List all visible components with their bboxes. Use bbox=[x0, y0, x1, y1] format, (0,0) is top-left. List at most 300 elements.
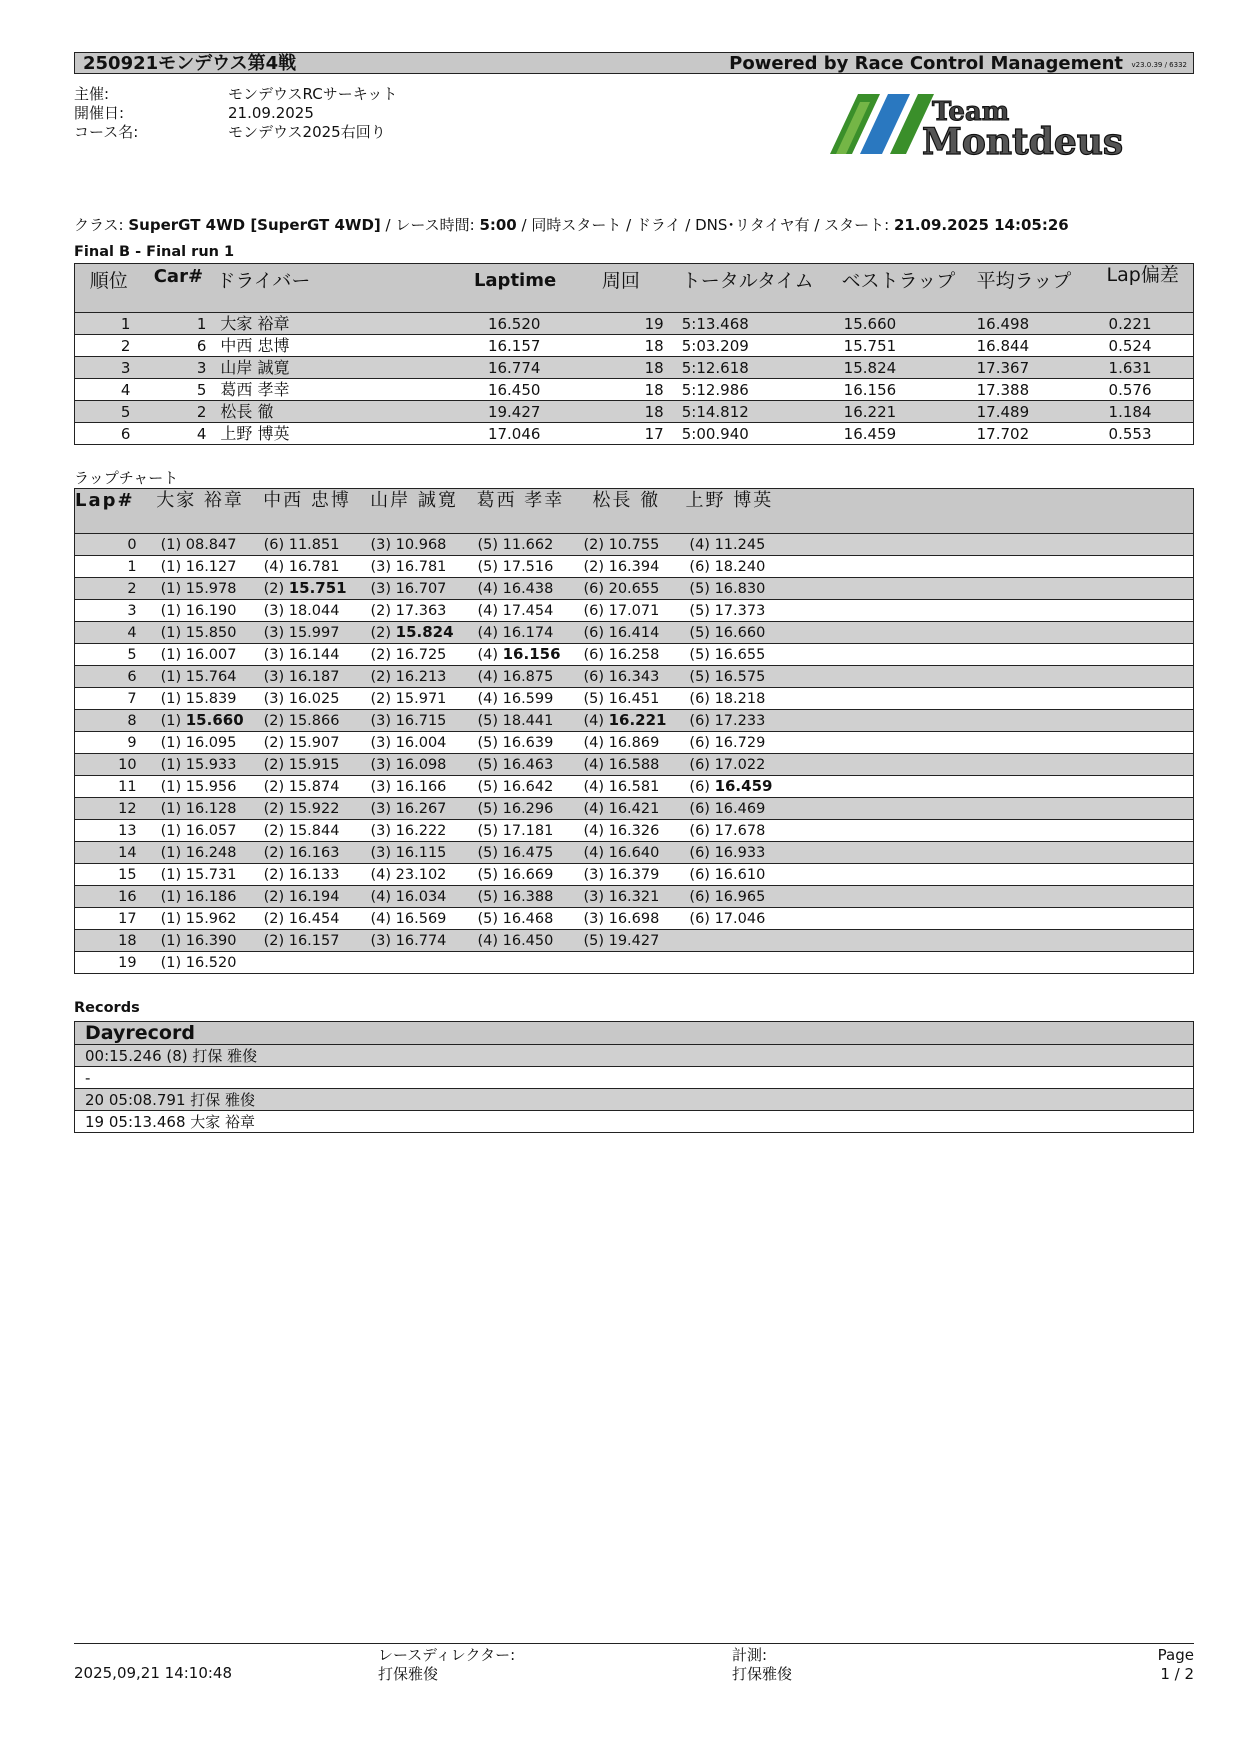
footer-rule bbox=[74, 1643, 1194, 1644]
lapchart-cell bbox=[147, 798, 254, 820]
director-block bbox=[378, 1646, 515, 1684]
lapchart-position: (2) bbox=[263, 844, 285, 861]
lapchart-cell bbox=[361, 842, 468, 864]
results-row bbox=[75, 313, 1194, 335]
results-header-5: トータルタイム bbox=[674, 264, 834, 313]
lapchart-laptime: 16.128 bbox=[185, 800, 237, 817]
results-cell: 16.157 bbox=[474, 335, 594, 357]
lapchart-cell bbox=[679, 908, 779, 930]
lapchart-position: (2) bbox=[370, 602, 392, 619]
lapchart-position: (5) bbox=[477, 558, 499, 575]
lapchart-laptime: 16.156 bbox=[502, 645, 561, 663]
results-cell: 3 bbox=[142, 357, 214, 379]
lapchart-position: (1) bbox=[160, 954, 182, 971]
lapchart-laptime: 15.971 bbox=[395, 690, 447, 707]
lapchart-laptime: 16.394 bbox=[608, 558, 660, 575]
lapchart-laptime: 16.343 bbox=[608, 668, 660, 685]
lapchart-cell bbox=[679, 842, 779, 864]
results-cell: 1.184 bbox=[1099, 401, 1194, 423]
lapchart-laptime: 16.222 bbox=[395, 822, 447, 839]
lapchart-cell bbox=[467, 842, 573, 864]
lapchart-laptime: 16.599 bbox=[502, 690, 554, 707]
lapchart-laptime: 16.034 bbox=[395, 888, 447, 905]
results-cell: 5:12.986 bbox=[674, 379, 834, 401]
results-cell: 16.520 bbox=[474, 313, 594, 335]
lapchart-position: (3) bbox=[370, 580, 392, 597]
lapchart-cell bbox=[573, 886, 679, 908]
results-cell: 19 bbox=[594, 313, 674, 335]
lapchart-laptime: 16.187 bbox=[288, 668, 340, 685]
lapchart-cell bbox=[147, 600, 254, 622]
results-cell: 3 bbox=[75, 357, 143, 379]
lapchart-laptime: 16.267 bbox=[395, 800, 447, 817]
lapchart-cell bbox=[467, 644, 573, 666]
results-cell: 6 bbox=[75, 423, 143, 445]
lapchart-row bbox=[75, 820, 1194, 842]
lapchart-laptime: 15.978 bbox=[185, 580, 237, 597]
lapchart-laptime: 16.454 bbox=[288, 910, 340, 927]
lapchart-position: (4) bbox=[477, 668, 499, 685]
lapchart-row bbox=[75, 952, 1194, 974]
results-cell: 0.221 bbox=[1099, 313, 1194, 335]
lapchart-cell bbox=[147, 952, 254, 974]
lapchart-laptime: 15.844 bbox=[288, 822, 340, 839]
page-number: 1 / 2 bbox=[1160, 1665, 1194, 1683]
lapchart-laptime: 15.922 bbox=[288, 800, 340, 817]
lapchart-position: (3) bbox=[583, 866, 604, 883]
lapchart-cell bbox=[147, 776, 254, 798]
results-cell: 2 bbox=[75, 335, 143, 357]
lapchart-cell bbox=[467, 688, 573, 710]
lapchart-position: (5) bbox=[689, 580, 710, 597]
lapchart-cell bbox=[254, 534, 361, 556]
lapchart-header-6: 上野 博英 bbox=[679, 489, 779, 534]
lapchart-cell bbox=[573, 842, 679, 864]
lapchart-filler bbox=[779, 754, 1193, 776]
lapchart-laptime: 18.441 bbox=[502, 712, 554, 729]
lapchart-filler bbox=[779, 908, 1193, 930]
record-cell: 19 05:13.468 大家 裕章 bbox=[75, 1111, 1194, 1133]
lapchart-laptime: 16.174 bbox=[502, 624, 554, 641]
lapchart-cell bbox=[467, 776, 573, 798]
lapchart-position: (6) bbox=[583, 580, 604, 597]
lapchart-row bbox=[75, 710, 1194, 732]
lapchart-position: (2) bbox=[263, 756, 285, 773]
lapchart-cell bbox=[361, 776, 468, 798]
lapchart-cell bbox=[254, 754, 361, 776]
lapchart-laptime: 16.221 bbox=[608, 711, 667, 729]
results-row bbox=[75, 335, 1194, 357]
lapchart-position: (4) bbox=[583, 822, 604, 839]
lapchart-laptime: 16.190 bbox=[185, 602, 237, 619]
results-cell: 17 bbox=[594, 423, 674, 445]
results-cell: 1 bbox=[75, 313, 143, 335]
lapchart-cell bbox=[467, 798, 573, 820]
lapchart-position: (2) bbox=[263, 888, 285, 905]
lapchart-position: (4) bbox=[263, 558, 285, 575]
lapchart-filler bbox=[779, 578, 1193, 600]
meta-labels bbox=[74, 85, 138, 142]
lapchart-position: (6) bbox=[689, 888, 710, 905]
lapchart-row bbox=[75, 578, 1194, 600]
lapchart-lap-number: 0 bbox=[75, 534, 147, 556]
lapchart-laptime: 15.962 bbox=[185, 910, 237, 927]
lapchart-laptime: 16.774 bbox=[395, 932, 447, 949]
results-header-6: ベストラップ bbox=[834, 264, 969, 313]
lapchart-lap-number: 17 bbox=[75, 908, 147, 930]
lapchart-laptime: 16.830 bbox=[714, 580, 766, 597]
lapchart-laptime: 16.438 bbox=[502, 580, 554, 597]
lapchart-cell bbox=[573, 578, 679, 600]
lapchart-filler bbox=[779, 534, 1193, 556]
lapchart-position: (6) bbox=[689, 844, 710, 861]
lapchart-laptime: 16.007 bbox=[185, 646, 237, 663]
lapchart-laptime: 16.933 bbox=[714, 844, 766, 861]
lapchart-cell bbox=[254, 732, 361, 754]
lapchart-lap-number: 19 bbox=[75, 952, 147, 974]
lapchart-lap-number: 18 bbox=[75, 930, 147, 952]
results-cell: 16.459 bbox=[834, 423, 969, 445]
lapchart-cell bbox=[573, 710, 679, 732]
lapchart-cell bbox=[361, 930, 468, 952]
results-cell: 0.553 bbox=[1099, 423, 1194, 445]
lapchart-position: (5) bbox=[477, 536, 499, 553]
lapchart-laptime: 15.997 bbox=[288, 624, 340, 641]
lapchart-position: (1) bbox=[160, 910, 182, 927]
lapchart-laptime: 16.463 bbox=[502, 756, 554, 773]
lapchart-cell bbox=[361, 732, 468, 754]
lapchart-lap-number: 1 bbox=[75, 556, 147, 578]
lapchart-position: (3) bbox=[370, 536, 392, 553]
lapchart-cell bbox=[467, 622, 573, 644]
lapchart-cell bbox=[361, 798, 468, 820]
lapchart-cell bbox=[147, 688, 254, 710]
results-cell: 5:03.209 bbox=[674, 335, 834, 357]
lapchart-position: (4) bbox=[370, 910, 392, 927]
lapchart-cell bbox=[573, 820, 679, 842]
lapchart-cell bbox=[361, 578, 468, 600]
lapchart-cell bbox=[573, 864, 679, 886]
lapchart-cell bbox=[573, 754, 679, 776]
lapchart-cell bbox=[679, 886, 779, 908]
lapchart-laptime: 17.071 bbox=[608, 602, 660, 619]
title-bar bbox=[74, 52, 1194, 74]
lapchart-cell bbox=[573, 600, 679, 622]
class-sep1: / レース時間: bbox=[380, 216, 480, 234]
lapchart-cell bbox=[361, 644, 468, 666]
lapchart-laptime: 17.022 bbox=[714, 756, 766, 773]
lapchart-header-0: Lap# bbox=[75, 489, 147, 534]
results-row bbox=[75, 401, 1194, 423]
lapchart-header-2: 中西 忠博 bbox=[254, 489, 361, 534]
class-prefix: クラス: bbox=[74, 216, 129, 234]
lapchart-laptime: 16.660 bbox=[714, 624, 766, 641]
lapchart-laptime: 23.102 bbox=[395, 866, 447, 883]
lapchart-position: (4) bbox=[583, 713, 604, 729]
lapchart-laptime: 16.025 bbox=[288, 690, 340, 707]
lapchart-cell bbox=[254, 908, 361, 930]
lapchart-laptime: 16.379 bbox=[608, 866, 660, 883]
lapchart-cell bbox=[147, 534, 254, 556]
class-info bbox=[74, 215, 1069, 235]
results-cell: 16.498 bbox=[969, 313, 1099, 335]
lapchart-cell bbox=[254, 644, 361, 666]
lapchart-position: (1) bbox=[160, 932, 182, 949]
lapchart-laptime: 19.427 bbox=[608, 932, 660, 949]
lapchart-lap-number: 14 bbox=[75, 842, 147, 864]
results-header-4: 周回 bbox=[594, 264, 674, 313]
lapchart-cell bbox=[361, 864, 468, 886]
lapchart-position: (5) bbox=[689, 602, 710, 619]
lapchart-cell bbox=[467, 820, 573, 842]
lapchart-laptime: 15.824 bbox=[395, 623, 454, 641]
lapchart-position: (2) bbox=[263, 910, 285, 927]
lapchart-cell bbox=[467, 556, 573, 578]
lapchart-cell bbox=[573, 776, 679, 798]
lapchart-laptime: 16.588 bbox=[608, 756, 660, 773]
results-cell: 上野 博英 bbox=[214, 423, 474, 445]
lapchart-laptime: 16.390 bbox=[185, 932, 237, 949]
lapchart-cell bbox=[147, 754, 254, 776]
lapchart-cell bbox=[361, 688, 468, 710]
lapchart-laptime: 16.095 bbox=[185, 734, 237, 751]
lapchart-position: (6) bbox=[689, 822, 710, 839]
lapchart-cell bbox=[467, 578, 573, 600]
lapchart-laptime: 16.157 bbox=[288, 932, 340, 949]
lapchart-cell bbox=[679, 688, 779, 710]
lapchart-laptime: 15.731 bbox=[185, 866, 237, 883]
organizer: モンデウスRCサーキット bbox=[228, 85, 398, 103]
lapchart-cell bbox=[254, 622, 361, 644]
lapchart-cell bbox=[254, 666, 361, 688]
lapchart-header-4: 葛西 孝幸 bbox=[467, 489, 573, 534]
lapchart-filler bbox=[779, 886, 1193, 908]
lapchart-cell bbox=[573, 556, 679, 578]
lapchart-position: (1) bbox=[160, 624, 182, 641]
lapchart-filler bbox=[779, 666, 1193, 688]
lapchart-laptime: 17.454 bbox=[502, 602, 554, 619]
results-table bbox=[74, 263, 1194, 445]
timing-label: 計測: bbox=[732, 1646, 768, 1664]
record-row bbox=[75, 1045, 1194, 1067]
lapchart-laptime: 16.655 bbox=[714, 646, 766, 663]
lapchart-position: (2) bbox=[263, 712, 285, 729]
lapchart-header-spacer bbox=[779, 489, 1193, 534]
lapchart-cell bbox=[679, 622, 779, 644]
lapchart-laptime: 16.194 bbox=[288, 888, 340, 905]
lapchart-laptime: 16.715 bbox=[395, 712, 447, 729]
lapchart-position: (6) bbox=[583, 602, 604, 619]
results-cell: 19.427 bbox=[474, 401, 594, 423]
record-cell: 20 05:08.791 打保 雅俊 bbox=[75, 1089, 1194, 1111]
lapchart-position: (6) bbox=[689, 558, 710, 575]
lapchart-cell bbox=[254, 600, 361, 622]
lapchart-position: (6) bbox=[689, 800, 710, 817]
lapchart-filler bbox=[779, 710, 1193, 732]
course-label: コース名: bbox=[74, 123, 139, 141]
lapchart-position: (1) bbox=[160, 646, 182, 663]
lapchart-lap-number: 10 bbox=[75, 754, 147, 776]
lapchart-position: (6) bbox=[263, 536, 285, 553]
lapchart-laptime: 16.669 bbox=[502, 866, 554, 883]
lapchart-header-5: 松長 徹 bbox=[573, 489, 679, 534]
lapchart-cell bbox=[254, 710, 361, 732]
lapchart-laptime: 20.655 bbox=[608, 580, 660, 597]
results-cell: 5:12.618 bbox=[674, 357, 834, 379]
lapchart-lap-number: 3 bbox=[75, 600, 147, 622]
class-sep2: / 同時スタート / ドライ / DNS･リタイヤ有 / スタート: bbox=[516, 216, 894, 234]
results-cell: 16.221 bbox=[834, 401, 969, 423]
lapchart-laptime: 16.166 bbox=[395, 778, 447, 795]
lapchart-cell bbox=[361, 622, 468, 644]
lapchart-position: (4) bbox=[583, 844, 604, 861]
results-cell: 18 bbox=[594, 379, 674, 401]
lapchart-cell bbox=[361, 600, 468, 622]
lapchart-position: (3) bbox=[370, 844, 392, 861]
results-header-2: ドライバー bbox=[214, 264, 474, 313]
record-row bbox=[75, 1089, 1194, 1111]
lapchart-laptime: 16.258 bbox=[608, 646, 660, 663]
lapchart-laptime: 11.662 bbox=[502, 536, 554, 553]
director: 打保雅俊 bbox=[378, 1665, 439, 1683]
lapchart-position: (5) bbox=[477, 910, 499, 927]
lapchart-cell bbox=[147, 886, 254, 908]
results-cell: 2 bbox=[142, 401, 214, 423]
lapchart-cell bbox=[467, 754, 573, 776]
lapchart-row bbox=[75, 798, 1194, 820]
lapchart-cell bbox=[679, 776, 779, 798]
lapchart-position: (1) bbox=[160, 756, 182, 773]
lapchart-cell bbox=[573, 952, 679, 974]
lapchart-position: (1) bbox=[160, 800, 182, 817]
lapchart-position: (6) bbox=[689, 910, 710, 927]
lapchart-position: (3) bbox=[370, 800, 392, 817]
lapchart-laptime: 16.475 bbox=[502, 844, 554, 861]
lapchart-laptime: 15.764 bbox=[185, 668, 237, 685]
results-cell: 5:13.468 bbox=[674, 313, 834, 335]
page-label: Page bbox=[1157, 1646, 1194, 1664]
lapchart-position: (5) bbox=[583, 932, 604, 949]
lapchart-cell bbox=[467, 666, 573, 688]
lapchart-row bbox=[75, 534, 1194, 556]
lapchart-cell bbox=[679, 578, 779, 600]
lapchart-laptime: 10.755 bbox=[608, 536, 660, 553]
lapchart-position: (1) bbox=[160, 778, 182, 795]
lapchart-cell bbox=[573, 732, 679, 754]
results-cell: 中西 忠博 bbox=[214, 335, 474, 357]
lapchart-position: (5) bbox=[477, 844, 499, 861]
lapchart-laptime: 17.046 bbox=[714, 910, 766, 927]
meta-values bbox=[228, 85, 397, 142]
powered-by: Powered by Race Control Management bbox=[729, 53, 1123, 74]
lapchart-laptime: 16.468 bbox=[502, 910, 554, 927]
lapchart-laptime: 17.363 bbox=[395, 602, 447, 619]
timing-block bbox=[732, 1646, 792, 1684]
lapchart-position: (4) bbox=[477, 580, 499, 597]
lapchart-header-1: 大家 裕章 bbox=[147, 489, 254, 534]
lapchart-position: (1) bbox=[160, 844, 182, 861]
lapchart-position: (3) bbox=[370, 712, 392, 729]
lapchart-laptime: 15.874 bbox=[288, 778, 340, 795]
lapchart-cell bbox=[361, 908, 468, 930]
lapchart-cell bbox=[679, 666, 779, 688]
lapchart-cell bbox=[254, 864, 361, 886]
lapchart-cell bbox=[467, 908, 573, 930]
lapchart-row bbox=[75, 908, 1194, 930]
lapchart-header-3: 山岸 誠寛 bbox=[361, 489, 468, 534]
lapchart-lap-number: 13 bbox=[75, 820, 147, 842]
results-cell: 5 bbox=[75, 401, 143, 423]
lapchart-lap-number: 4 bbox=[75, 622, 147, 644]
lapchart-position: (3) bbox=[263, 690, 285, 707]
lapchart-laptime: 15.866 bbox=[288, 712, 340, 729]
lapchart-lap-number: 7 bbox=[75, 688, 147, 710]
lapchart-position: (2) bbox=[370, 668, 392, 685]
results-cell: 4 bbox=[142, 423, 214, 445]
results-cell: 5 bbox=[142, 379, 214, 401]
lapchart-laptime: 16.642 bbox=[502, 778, 554, 795]
lapchart-filler bbox=[779, 688, 1193, 710]
results-cell: 17.046 bbox=[474, 423, 594, 445]
lapchart-position: (1) bbox=[160, 690, 182, 707]
lapchart-laptime: 16.698 bbox=[608, 910, 660, 927]
lapchart-position: (3) bbox=[583, 910, 604, 927]
lapchart-cell bbox=[147, 864, 254, 886]
lapchart-cell bbox=[467, 732, 573, 754]
lapchart-laptime: 18.240 bbox=[714, 558, 766, 575]
lapchart-position: (5) bbox=[477, 734, 499, 751]
lapchart-cell bbox=[573, 666, 679, 688]
lapchart-laptime: 17.516 bbox=[502, 558, 554, 575]
lapchart-laptime: 16.869 bbox=[608, 734, 660, 751]
lapchart-position: (1) bbox=[160, 866, 182, 883]
logo-line1: Team bbox=[932, 97, 1010, 127]
lapchart-cell bbox=[254, 556, 361, 578]
results-header-1: Car# bbox=[142, 264, 214, 313]
lapchart-row bbox=[75, 600, 1194, 622]
lapchart-laptime: 16.575 bbox=[714, 668, 766, 685]
lapchart-row bbox=[75, 666, 1194, 688]
lapchart-cell bbox=[147, 578, 254, 600]
lapchart-position: (2) bbox=[370, 690, 392, 707]
lapchart-position: (1) bbox=[160, 602, 182, 619]
lapchart-lap-number: 2 bbox=[75, 578, 147, 600]
lapchart-position: (2) bbox=[583, 558, 604, 575]
results-section-title: Final B - Final run 1 bbox=[74, 244, 235, 260]
lapchart-lap-number: 5 bbox=[75, 644, 147, 666]
organizer-label: 主催: bbox=[74, 85, 110, 103]
lapchart-position: (1) bbox=[160, 822, 182, 839]
lapchart-cell bbox=[147, 842, 254, 864]
results-header-7: 平均ラップ bbox=[969, 264, 1099, 313]
records-table bbox=[74, 1021, 1194, 1133]
lapchart-laptime: 11.245 bbox=[714, 536, 766, 553]
lapchart-laptime: 16.459 bbox=[714, 777, 773, 795]
results-cell: 17.367 bbox=[969, 357, 1099, 379]
director-label: レースディレクター: bbox=[378, 1646, 516, 1664]
lapchart-laptime: 16.321 bbox=[608, 888, 660, 905]
lapchart-laptime: 15.933 bbox=[185, 756, 237, 773]
lapchart-position: (2) bbox=[263, 932, 285, 949]
lapchart-laptime: 16.213 bbox=[395, 668, 447, 685]
lapchart-position: (4) bbox=[477, 624, 499, 641]
lapchart-cell bbox=[573, 644, 679, 666]
results-header-3: Laptime bbox=[474, 264, 594, 313]
lapchart-cell bbox=[573, 688, 679, 710]
lapchart-laptime: 11.851 bbox=[288, 536, 340, 553]
results-cell: 18 bbox=[594, 401, 674, 423]
lapchart-cell bbox=[573, 798, 679, 820]
